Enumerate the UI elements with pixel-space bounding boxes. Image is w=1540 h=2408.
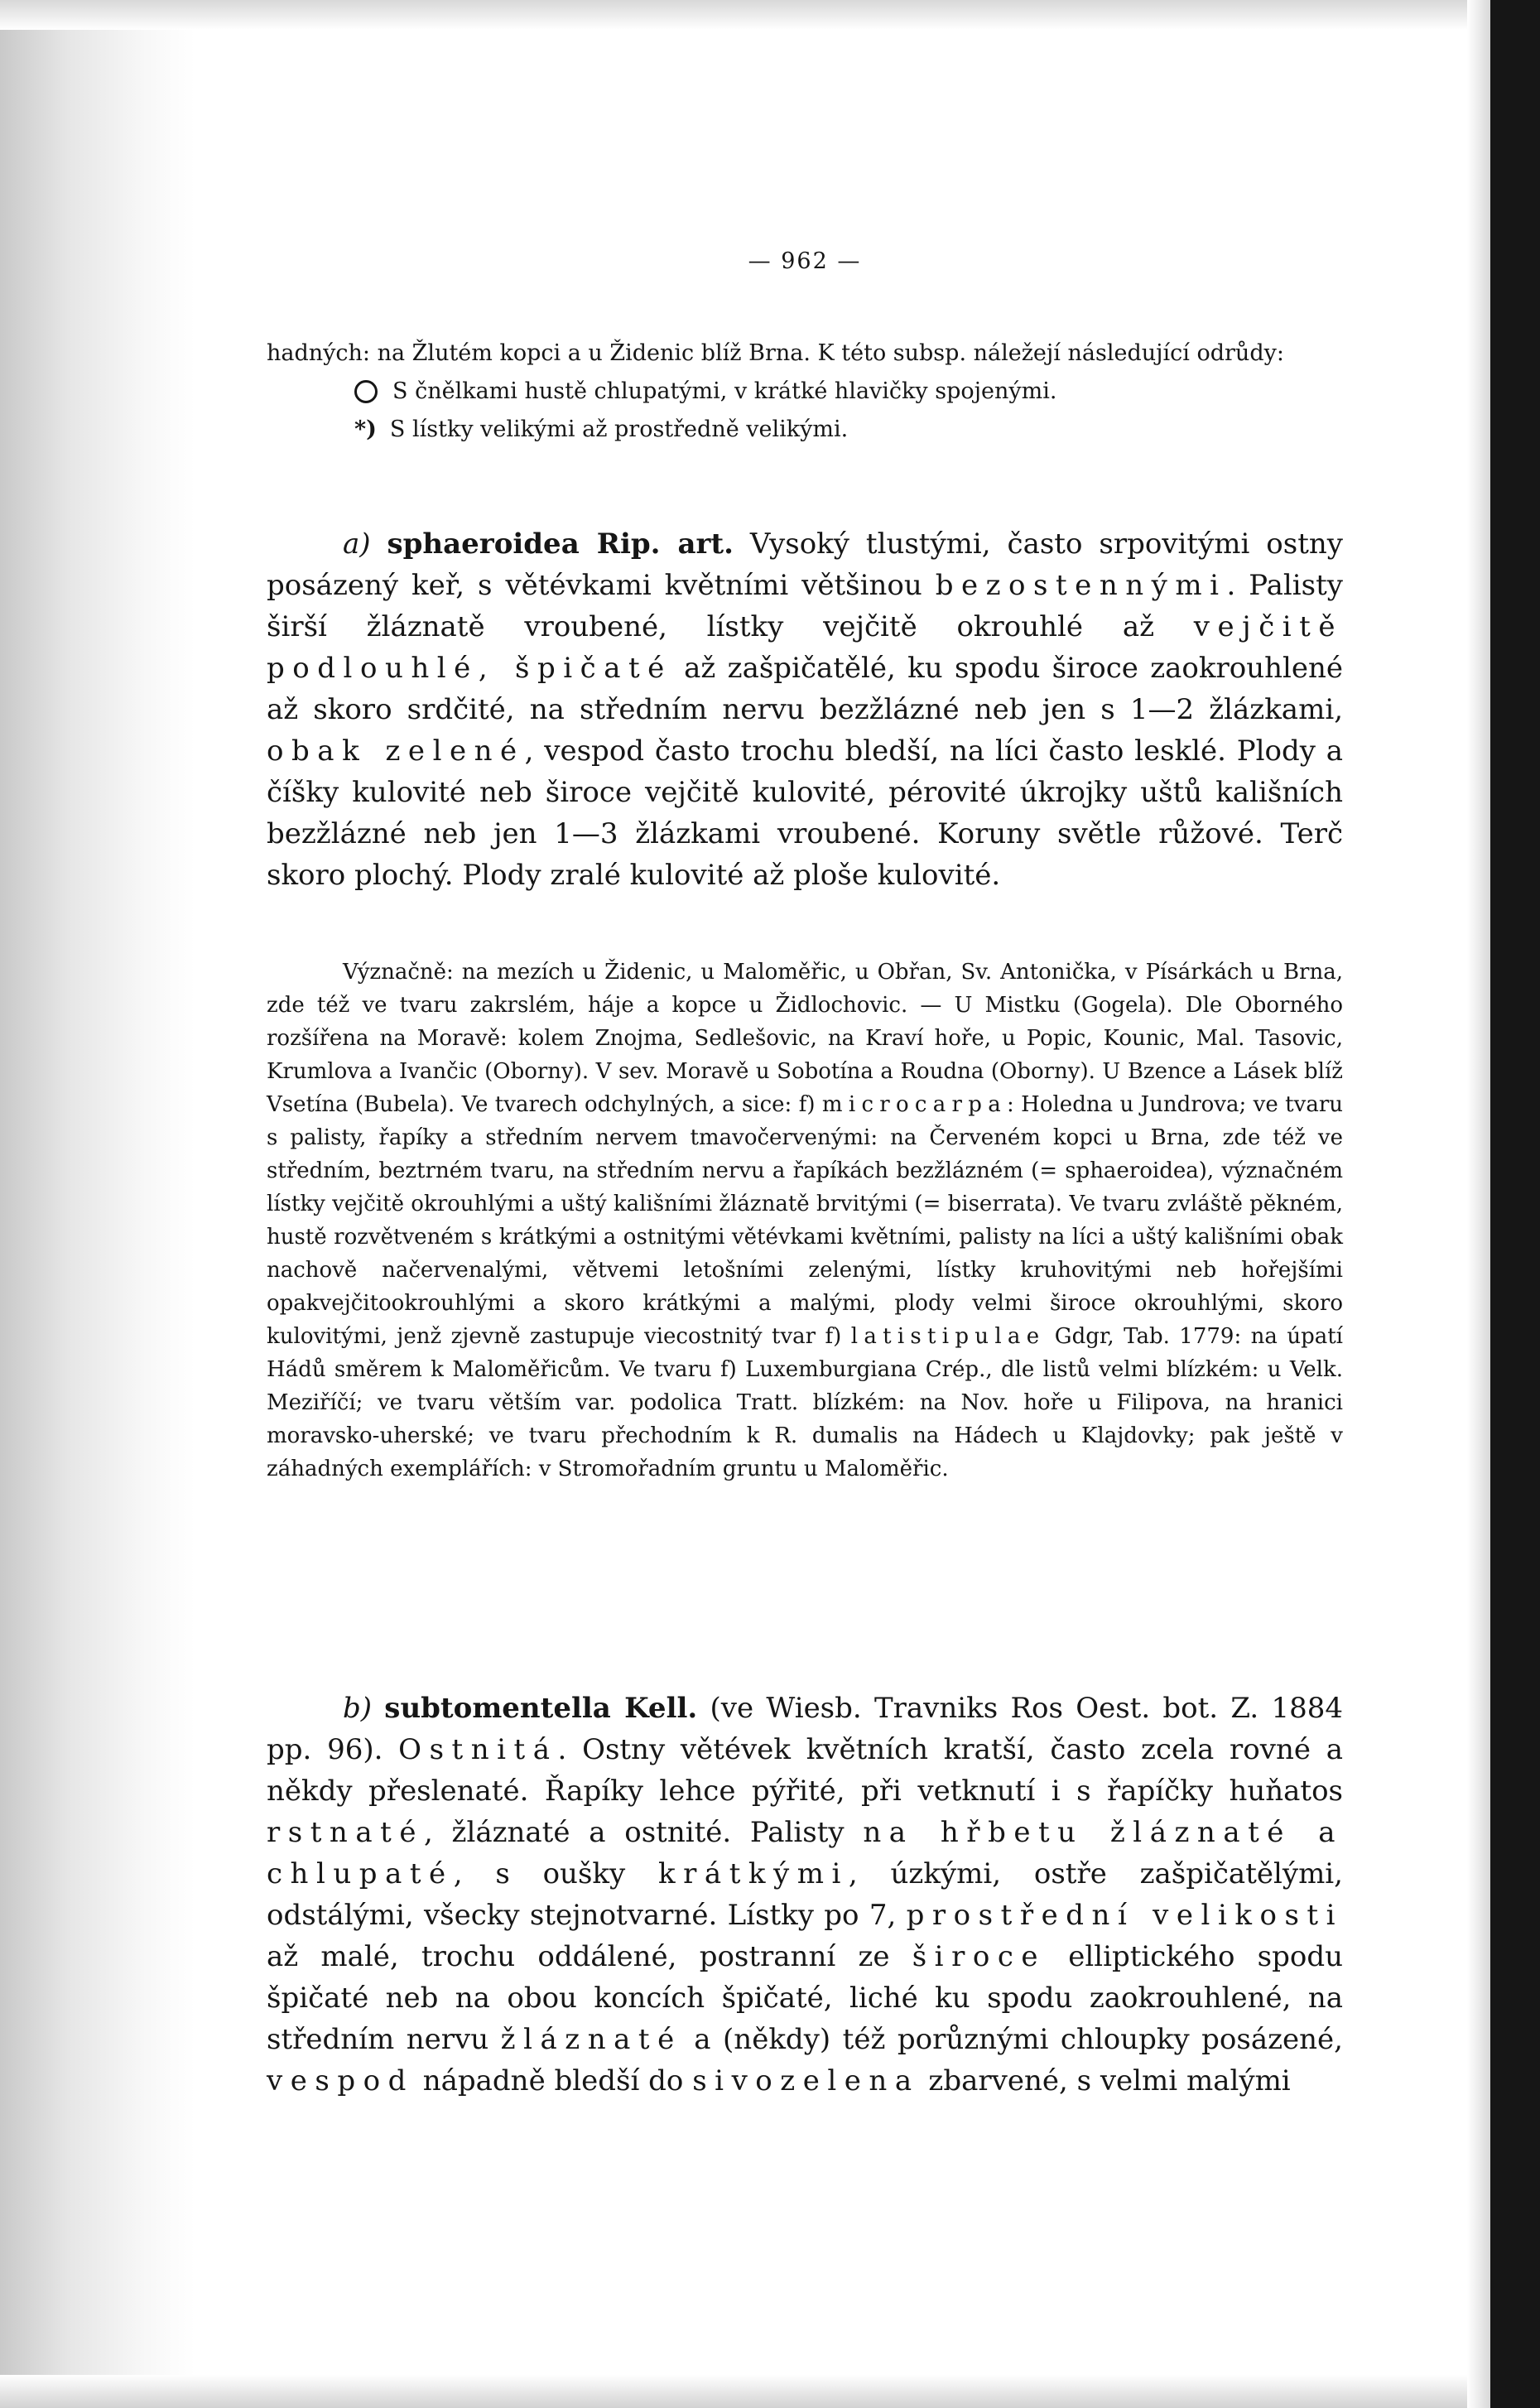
section-a-label: a) [343,527,371,561]
section-a-name: sphaeroidea Rip. art. [387,527,734,561]
localities-paragraph [267,956,1343,1486]
section-a-text: až zašpičatělé, ku spodu široce zaokrouhlené až skoro srdčité, na středním nervu bezžlázné neb jen s 1—2 žlázkami, [267,652,1344,726]
section-b-text: elliptického spodu špičaté neb na obou koncích špičaté, liché ku spodu zaokrouhlené, na středním nervu [267,1940,1343,2056]
section-b-name: subtomentella Kell. [384,1692,698,1725]
section-b-text: . Ostny větévek květních kratší, často zcela rovné a někdy přeslenaté. Řapíky lehce pýřité, při vetknutí i s řapíčky huňatos [267,1733,1343,1808]
section-b-spaced: Ostnitá [398,1733,558,1766]
intro-block [267,335,1343,449]
section-a-text: , vespod často trochu bledší, na líci často lesklé. Plody a číšky kulovité neb široce vejčitě kulovité, pérovité úkrojky uštů kališních bezžlázné neb jen 1—3 žlázkami vroubené. Koruny světle růžové. Terč skoro plochý. Plody zralé kulovité až ploše kulovité. [267,734,1343,892]
section-b-label: b) [343,1692,373,1725]
note-spaced: latistipulae [850,1324,1046,1349]
section-b-spaced: sivozelena [692,2064,920,2097]
key-star-line [267,411,1343,449]
key-star-text: S lístky velikými až prostředně velikými. [389,417,849,442]
section-b-text: zbarvené, s velmi malými [919,2064,1291,2097]
section-a-text: Vysoký tlustými, často srpovitými ostny posázený keř, s větévkami květními většinou [267,527,1343,602]
section-b [267,1688,1343,2102]
section-a-spaced: bezostennými [935,569,1227,602]
section-b-text: , žláznaté a ostnité. Palisty [423,1816,864,1849]
key-star-symbol: *) [354,417,377,442]
note-spaced: microcarpa [821,1092,1007,1117]
scan-border-right [1490,0,1540,2408]
scan-shadow-left [0,0,195,2408]
section-a-spaced: obak zelené [267,734,525,768]
section-b-spaced: žláznaté [500,2023,682,2056]
note-text: Význačně: na mezích u Židenic, u Maloměřic, u Obřan, Sv. Antonička, v Písárkách u Brna, zde též ve tvaru zakrslém, háje a kopce u Židlochovic. — U Mistku (Gogela). Dle Oborného rozšířena na Moravě: kolem Znojma, Sedlešovic, na Kraví hoře, u Popic, Kounic, Mal. Tasovic, Krumlova a Ivančic (Oborny). V sev. Moravě u Sobotína a Roudna (Oborny). U Bzence a Lásek blíž Vsetína (Bubela). Ve tvarech odchylných, a sice: f) [267,960,1343,1117]
page-number: — 962 — [748,248,862,274]
section-b-text: (ve Wiesb. Travniks Ros Oest. bot. Z. 1884 pp. 96). [267,1692,1343,1766]
section-b-text: a (někdy) též porůznými chloupky posázené, [681,2023,1343,2056]
localities-note [267,956,1343,1486]
section-b-text: nápadně bledší do [413,2064,693,2097]
section-b-spaced: na hřbetu žláznaté a chlupaté [267,1816,1344,1890]
intro-line: hadných: na Žlutém kopci a u Židenic blíž Brna. K této subsp. náležejí následující odrůdy: [267,340,1284,366]
section-b-spaced: široce [912,1940,1047,1973]
section-b-spaced: krátkými [658,1857,849,1890]
section-b-spaced: prostřední velikosti [906,1899,1343,1932]
note-text: Gdgr, Tab. 1779: na úpatí Hádů směrem k Maloměřicům. Ve tvaru f) Luxemburgiana Crép., dle listů velmi blízkém: u Velk. Meziříčí; ve tvaru větším var. podolica Tratt. blízkém: na Nov. hoře u Filipova, na hranici moravsko-uherské; ve tvaru přechodním k R. dumalis na Hádech u Klajdovky; pak ještě v záhadných exemplářích: v Stromořadním gruntu u Maloměřic. [267,1324,1343,1481]
circle-symbol-icon [354,380,378,403]
key-circle-text: S čnělkami hustě chlupatými, v krátké hlavičky spojenými. [392,378,1057,404]
key-circle-line [267,373,1343,411]
section-b-text: , úzkými, ostře zašpičatělými, odstálými, všecky stejnotvarné. Lístky po 7, [267,1857,1343,1932]
section-a-paragraph [267,523,1343,896]
note-text: : Holedna u Jundrova; ve tvaru s palisty, řapíky a středním nervem tmavočervenými: na Červeném kopci u Brna, zde též ve středním, beztrném tvaru, na středním nervu a řapíkách bezžlázném (= sphaeroidea), význačném lístky vejčitě okrouhlými a uštý kališními žláznatě brvitými (= biserrata). Ve tvaru zvláště pěkném, hustě rozvětveném s krátkými a ostnitými větévkami květními, palisty na líci a uštý kališními obak nachově načervenalými, větvemi letošními zelenými, lístky kruhovitými neb hořejšími opakvejčitookrouhlými a skoro krátkými a malými, plody velmi široce okrouhlými, skoro kulovitými, jenž zjevně zastupuje viecostnitý tvar f) [267,1092,1343,1349]
section-a-text: . Palisty širší žláznatě vroubené, lístky vejčitě okrouhlé až [267,569,1343,643]
book-page [267,0,1343,2408]
scan-edge-right [1467,0,1490,2408]
section-a [267,523,1343,896]
section-b-spaced: rstnaté [267,1816,424,1849]
section-b-text: až malé, trochu oddálené, postranní ze [267,1940,912,1973]
section-b-text: , s oušky [453,1857,659,1890]
section-b-spaced: vespod [267,2064,414,2097]
section-b-paragraph [267,1688,1343,2102]
section-a-spaced: vejčitě podlouhlé, špičaté [267,610,1343,685]
